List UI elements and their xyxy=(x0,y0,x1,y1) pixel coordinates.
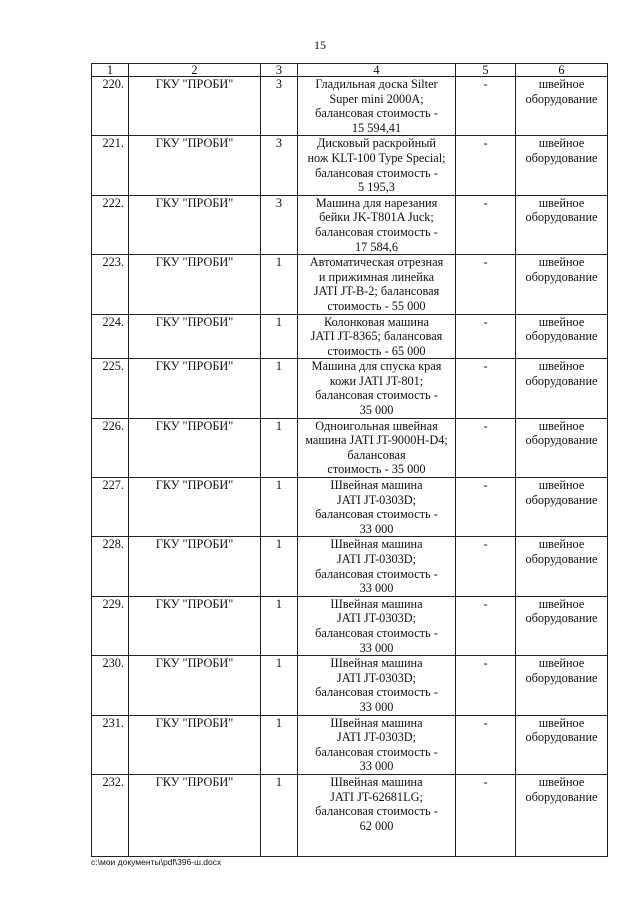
item-description: Автоматическая отрезная и прижимная линейка JATI JT-B-2; балансовая стоимость - 55 000 xyxy=(298,255,456,314)
quantity: 1 xyxy=(261,656,298,715)
equipment-type: швейное оборудование xyxy=(516,77,608,136)
table-row xyxy=(92,656,608,715)
quantity: 3 xyxy=(261,77,298,136)
column-header: 4 xyxy=(298,64,456,77)
item-description: Швейная машина JATI JT-62681LG; балансовая стоимость - 62 000 xyxy=(298,774,456,856)
row-number: 226. xyxy=(92,418,129,477)
column-header: 6 xyxy=(516,64,608,77)
item-description: Машина для спуска края кожи JATI JT-801; балансовая стоимость - 35 000 xyxy=(298,359,456,418)
column-5-value: - xyxy=(456,255,516,314)
quantity: 1 xyxy=(261,418,298,477)
equipment-type: швейное оборудование xyxy=(516,359,608,418)
column-5-value: - xyxy=(456,478,516,537)
column-5-value: - xyxy=(456,314,516,359)
quantity: 1 xyxy=(261,359,298,418)
item-description: Швейная машина JATI JT-0303D; балансовая стоимость - 33 000 xyxy=(298,478,456,537)
quantity: 1 xyxy=(261,478,298,537)
item-description: Одноигольная швейная машина JATI JT-9000H-D4; балансовая стоимость - 35 000 xyxy=(298,418,456,477)
organization-name: ГКУ "ПРОБИ" xyxy=(129,715,261,774)
table-row xyxy=(92,136,608,195)
equipment-type: швейное оборудование xyxy=(516,596,608,655)
column-5-value: - xyxy=(456,136,516,195)
column-5-value: - xyxy=(456,537,516,596)
column-5-value: - xyxy=(456,77,516,136)
equipment-type: швейное оборудование xyxy=(516,136,608,195)
quantity: 1 xyxy=(261,774,298,856)
organization-name: ГКУ "ПРОБИ" xyxy=(129,255,261,314)
item-description: Машина для нарезания бейки JK-T801A Juck; балансовая стоимость - 17 584,6 xyxy=(298,195,456,254)
equipment-type: швейное оборудование xyxy=(516,774,608,856)
file-path-footer: c:\мои документы\pdf\396-ш.docx xyxy=(91,857,222,867)
table-row xyxy=(92,314,608,359)
column-5-value: - xyxy=(456,418,516,477)
row-number: 224. xyxy=(92,314,129,359)
column-header: 3 xyxy=(261,64,298,77)
equipment-type: швейное оборудование xyxy=(516,418,608,477)
organization-name: ГКУ "ПРОБИ" xyxy=(129,195,261,254)
table-row xyxy=(92,537,608,596)
row-number: 220. xyxy=(92,77,129,136)
table-row xyxy=(92,77,608,136)
row-number: 230. xyxy=(92,656,129,715)
table-row xyxy=(92,478,608,537)
column-5-value: - xyxy=(456,195,516,254)
row-number: 227. xyxy=(92,478,129,537)
item-description: Дисковый раскройный нож KLT-100 Type Special; балансовая стоимость - 5 195,3 xyxy=(298,136,456,195)
row-number: 232. xyxy=(92,774,129,856)
equipment-type: швейное оборудование xyxy=(516,537,608,596)
equipment-type: швейное оборудование xyxy=(516,195,608,254)
equipment-type: швейное оборудование xyxy=(516,314,608,359)
organization-name: ГКУ "ПРОБИ" xyxy=(129,478,261,537)
table-row xyxy=(92,195,608,254)
row-number: 223. xyxy=(92,255,129,314)
table-row xyxy=(92,715,608,774)
row-number: 222. xyxy=(92,195,129,254)
item-description: Швейная машина JATI JT-0303D; балансовая стоимость - 33 000 xyxy=(298,596,456,655)
item-description: Швейная машина JATI JT-0303D; балансовая стоимость - 33 000 xyxy=(298,715,456,774)
row-number: 225. xyxy=(92,359,129,418)
organization-name: ГКУ "ПРОБИ" xyxy=(129,537,261,596)
table-row xyxy=(92,418,608,477)
row-number: 228. xyxy=(92,537,129,596)
page-number: 15 xyxy=(314,38,326,52)
quantity: 1 xyxy=(261,537,298,596)
quantity: 1 xyxy=(261,255,298,314)
organization-name: ГКУ "ПРОБИ" xyxy=(129,418,261,477)
table-header-row xyxy=(92,64,608,77)
column-header: 1 xyxy=(92,64,129,77)
equipment-type: швейное оборудование xyxy=(516,656,608,715)
item-description: Швейная машина JATI JT-0303D; балансовая стоимость - 33 000 xyxy=(298,656,456,715)
row-number: 221. xyxy=(92,136,129,195)
table-row xyxy=(92,255,608,314)
equipment-type: швейное оборудование xyxy=(516,255,608,314)
column-5-value: - xyxy=(456,596,516,655)
organization-name: ГКУ "ПРОБИ" xyxy=(129,596,261,655)
table-row xyxy=(92,774,608,856)
row-number: 229. xyxy=(92,596,129,655)
quantity: 1 xyxy=(261,715,298,774)
property-table xyxy=(91,63,608,857)
table-row xyxy=(92,359,608,418)
equipment-type: швейное оборудование xyxy=(516,478,608,537)
quantity: 3 xyxy=(261,136,298,195)
quantity: 1 xyxy=(261,596,298,655)
organization-name: ГКУ "ПРОБИ" xyxy=(129,314,261,359)
organization-name: ГКУ "ПРОБИ" xyxy=(129,136,261,195)
column-5-value: - xyxy=(456,656,516,715)
row-number: 231. xyxy=(92,715,129,774)
column-header: 5 xyxy=(456,64,516,77)
item-description: Колонковая машина JATI JT-8365; балансовая стоимость - 65 000 xyxy=(298,314,456,359)
item-description: Гладильная доска Silter Super mini 2000A; балансовая стоимость - 15 594,41 xyxy=(298,77,456,136)
equipment-type: швейное оборудование xyxy=(516,715,608,774)
column-5-value: - xyxy=(456,359,516,418)
item-description: Швейная машина JATI JT-0303D; балансовая стоимость - 33 000 xyxy=(298,537,456,596)
table-row xyxy=(92,596,608,655)
organization-name: ГКУ "ПРОБИ" xyxy=(129,77,261,136)
column-5-value: - xyxy=(456,774,516,856)
column-5-value: - xyxy=(456,715,516,774)
organization-name: ГКУ "ПРОБИ" xyxy=(129,774,261,856)
organization-name: ГКУ "ПРОБИ" xyxy=(129,656,261,715)
quantity: 3 xyxy=(261,195,298,254)
quantity: 1 xyxy=(261,314,298,359)
organization-name: ГКУ "ПРОБИ" xyxy=(129,359,261,418)
column-header: 2 xyxy=(129,64,261,77)
